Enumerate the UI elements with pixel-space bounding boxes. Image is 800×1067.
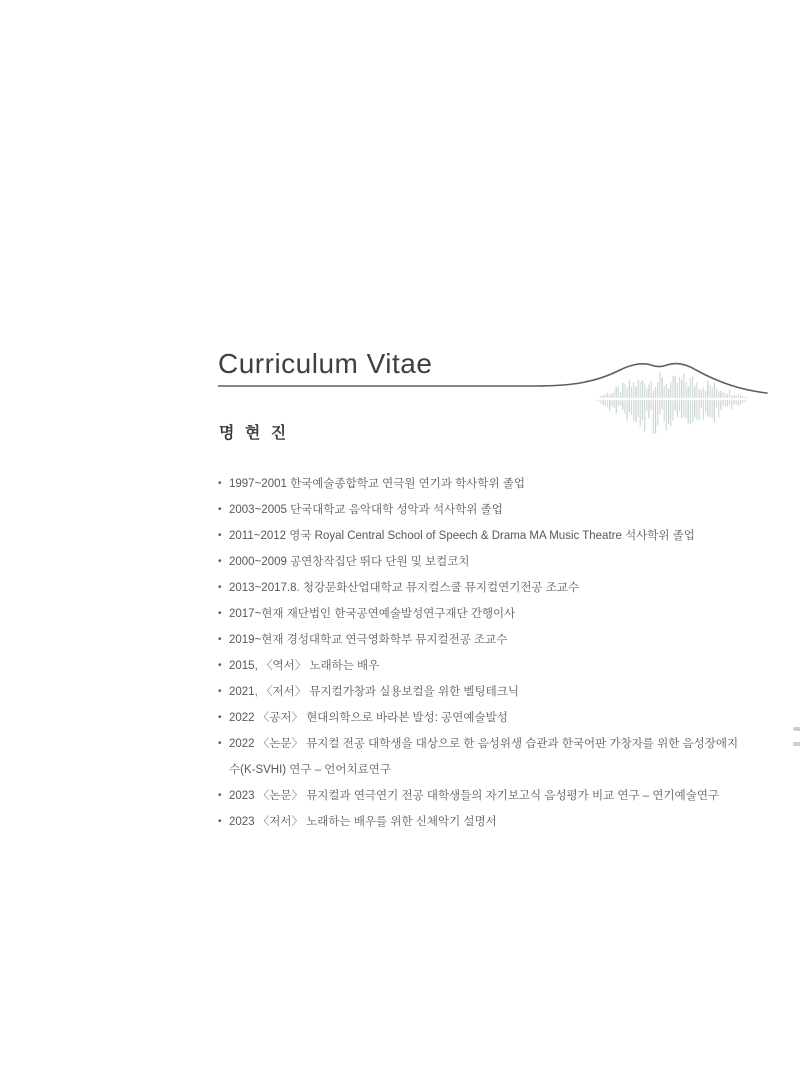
bullet-icon: • xyxy=(218,556,222,567)
cv-entry-text: 2017~현재 재단법인 한국공연예술발성연구재단 간행이사 xyxy=(229,608,516,620)
page-edge-artifact xyxy=(793,727,800,731)
bullet-icon: • xyxy=(218,504,222,515)
cv-entry xyxy=(218,627,740,653)
cv-entry-text: 2019~현재 경성대학교 연극영화학부 뮤지컬전공 조교수 xyxy=(229,634,508,646)
bullet-icon: • xyxy=(218,686,222,697)
cv-list xyxy=(218,471,740,835)
cv-entry-text: 2023 〈저서〉 노래하는 배우를 위한 신체악기 설명서 xyxy=(229,816,497,828)
cv-entry xyxy=(218,549,740,575)
cv-entry xyxy=(218,783,740,809)
bullet-icon: • xyxy=(218,634,222,645)
bullet-icon: • xyxy=(218,790,222,801)
cv-entry-text: 2022 〈논문〉 뮤지컬 전공 대학생을 대상으로 한 음성위생 습관과 한국어판 가창자를 위한 음성장애지수(K-SVHI) 연구 – 언어치료연구 xyxy=(229,738,739,776)
bullet-icon: • xyxy=(218,712,222,723)
cv-entry xyxy=(218,653,740,679)
cv-entry xyxy=(218,601,740,627)
cv-entry-text: 2000~2009 공연창작집단 뛰다 단원 및 보컬코치 xyxy=(229,556,470,568)
cv-entry-text: 2013~2017.8. 청강문화산업대학교 뮤지컬스쿨 뮤지컬연기전공 조교수 xyxy=(229,582,580,594)
person-name: 명 현 진 xyxy=(219,425,290,442)
cv-entry-text: 2011~2012 영국 Royal Central School of Speech & Drama MA Music Theatre 석사학위 졸업 xyxy=(229,530,695,542)
cv-entry-text: 1997~2001 한국예술종합학교 연극원 연기과 학사학위 졸업 xyxy=(229,478,526,490)
cv-entry-text: 2015, 〈역서〉 노래하는 배우 xyxy=(229,660,380,672)
bullet-icon: • xyxy=(218,608,222,619)
bullet-icon: • xyxy=(218,582,222,593)
page-title: Curriculum Vitae xyxy=(218,348,433,379)
bullet-icon: • xyxy=(218,660,222,671)
cv-entry xyxy=(218,471,740,497)
bullet-icon: • xyxy=(218,738,222,749)
cv-entry xyxy=(218,809,740,835)
page-edge-artifact xyxy=(793,742,800,746)
cv-entry-text: 2022 〈공저〉 현대의학으로 바라본 발성: 공연예술발성 xyxy=(229,712,508,724)
cv-entry xyxy=(218,731,740,783)
cv-entry xyxy=(218,705,740,731)
cv-entry xyxy=(218,497,740,523)
cv-entry-text: 2003~2005 단국대학교 음악대학 성악과 석사학위 졸업 xyxy=(229,504,503,516)
bullet-icon: • xyxy=(218,478,222,489)
cv-entry xyxy=(218,679,740,705)
cv-entry xyxy=(218,523,740,549)
bullet-icon: • xyxy=(218,530,222,541)
cv-entry-text: 2021, 〈저서〉 뮤지컬가창과 실용보컬을 위한 벨팅테크닉 xyxy=(229,686,519,698)
bullet-icon: • xyxy=(218,816,222,827)
cv-entry xyxy=(218,575,740,601)
cv-entry-text: 2023 〈논문〉 뮤지컬과 연극연기 전공 대학생들의 자기보고식 음성평가 비교 연구 – 연기예술연구 xyxy=(229,790,720,802)
voice-waveform-icon xyxy=(596,371,748,434)
